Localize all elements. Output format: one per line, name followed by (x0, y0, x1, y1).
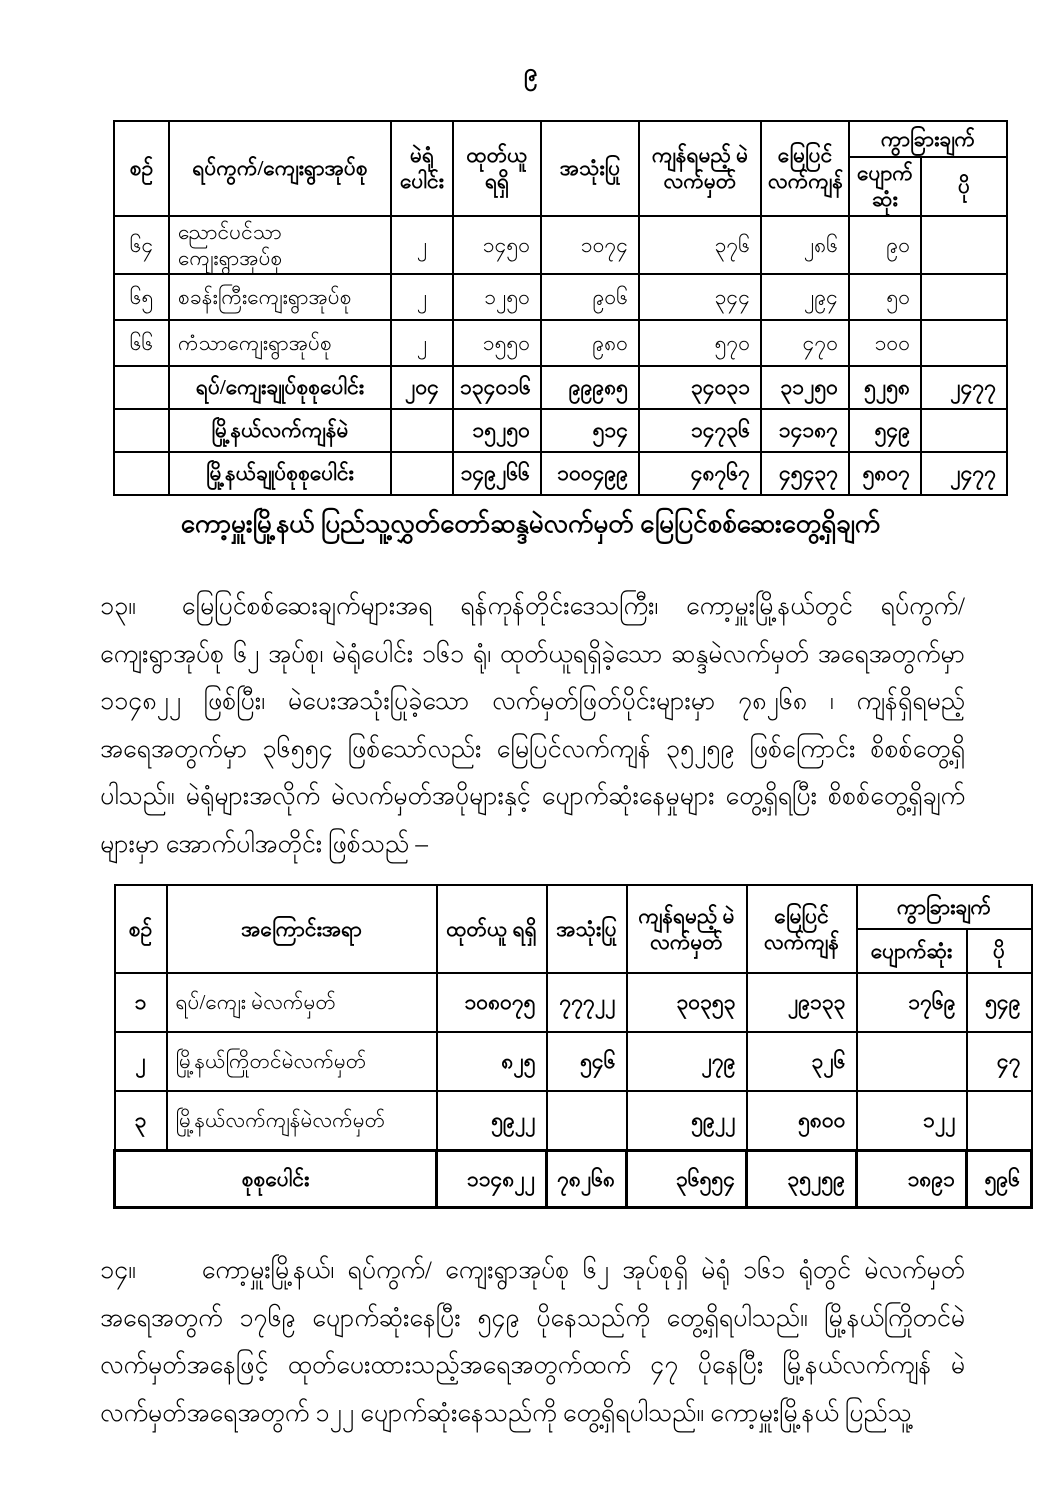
cell-issued: ၁၅၂၅၀ (453, 409, 541, 452)
cell-used: ၉၀၆ (541, 274, 639, 320)
table-row (115, 1091, 1032, 1151)
cell-lost: ၁၂၂ (857, 1091, 967, 1151)
cell-extra: ၄၇ (967, 1032, 1032, 1091)
paragraph-text: မြေပြင်စစ်ဆေးချက်များအရ ရန်ကုန်တိုင်းဒေသကြီး၊ ကော့မှူးမြို့နယ်တွင် ရပ်ကွက်/ ကျေးရွာအုပ်စု ၆၂ အုပ်စု၊ မဲရုံပေါင်း ၁၆၁ ရုံ၊ ထုတ်ယူရရှိခဲ့သော ဆန္ဒမဲလက်မှတ် အရေအတွက်မှာ ၁၁၄၈၂၂ ဖြစ်ပြီး၊ မဲပေးအသုံးပြုခဲ့သော လက်မှတ်ဖြတ်ပိုင်းများမှာ ၇၈၂၆၈ ၊ ကျန်ရှိရမည့် အရေအတွက်မှာ ၃၆၅၅၄ ဖြစ်သော်လည်း မြေပြင်လက်ကျန် ၃၅၂၅၉ ဖြစ်ကြောင်း စိစစ်တွေ့ရှိ ပါသည်။ မဲရုံများအလိုက် မဲလက်မှတ်အပိုများနှင့် ပျောက်ဆုံးနေမှုများ တွေ့ရှိရပြီး စိစစ်တွေ့ရှိချက် များမှာ အောက်ပါအတိုင်း ဖြစ်သည် – (100, 593, 965, 858)
header-issued: ထုတ်ယူ ရရှိ (437, 885, 547, 973)
cell-ground-remain: ၃၁၂၅၀ (761, 366, 849, 409)
cell-should-remain: ၃၀၃၅၃ (627, 973, 747, 1032)
cell-ground-remain: ၂၉၁၃၃ (747, 973, 857, 1032)
cell-should-remain: ၁၄၇၃၆ (639, 409, 761, 452)
cell-should-remain: ၅၇၀ (639, 320, 761, 366)
paragraph-13 (100, 583, 965, 868)
cell-no: ၂ (115, 1032, 167, 1091)
cell-lost: ၁၇၆၉ (857, 973, 967, 1032)
cell-ground-remain: ၃၂၆ (747, 1032, 857, 1091)
header-ground-remain: မြေပြင် လက်ကျန် (761, 121, 849, 216)
header-no: စဉ် (115, 885, 167, 973)
cell-should-remain: ၃၄၀၃၁ (639, 366, 761, 409)
cell-no: ၆၆ (114, 320, 169, 366)
cell-stations: ၂ (391, 274, 453, 320)
table-row (115, 1032, 1032, 1091)
summary-row-ward-total (114, 366, 1007, 409)
cell-used: ၁၀၀၄၉၉ (541, 452, 639, 495)
header-no: စဉ် (114, 121, 169, 216)
header-difference: ကွာခြားချက် (857, 885, 1032, 929)
cell-no: ၁ (115, 973, 167, 1032)
cell-stations: ၂၀၄ (391, 366, 453, 409)
cell-used: ၅၄၆ (547, 1032, 627, 1091)
header-used: အသုံးပြု (547, 885, 627, 973)
cell-issued: ၁၁၄၈၂၂ (437, 1151, 547, 1208)
cell-used: ၉၈၀ (541, 320, 639, 366)
cell-ground-remain: ၂၉၄ (761, 274, 849, 320)
header-subject: အကြောင်းအရာ (167, 885, 437, 973)
header-should-remain: ကျန်ရမည့် မဲလက်မှတ် (627, 885, 747, 973)
table-row (114, 216, 1007, 275)
header-difference: ကွာခြားချက် (849, 121, 1007, 157)
cell-lost: ၁၀၀ (849, 320, 921, 366)
cell-no (114, 409, 169, 452)
cell-extra (921, 409, 1007, 452)
cell-issued: ၅၉၂၂ (437, 1091, 547, 1151)
cell-issued: ၈၂၅ (437, 1032, 547, 1091)
cell-extra (921, 320, 1007, 366)
cell-label: မြို့နယ်လက်ကျန်မဲ (169, 409, 391, 452)
cell-extra: ၅၉၆ (967, 1151, 1032, 1208)
cell-ground-remain: ၃၅၂၅၉ (747, 1151, 857, 1208)
cell-issued: ၁၂၅၀ (453, 274, 541, 320)
cell-issued: ၁၃၄၀၁၆ (453, 366, 541, 409)
table-header-row (115, 885, 1032, 929)
paragraph-text: ကော့မှူးမြို့နယ်၊ ရပ်ကွက်/ ကျေးရွာအုပ်စု ၆၂ အုပ်စုရှိ မဲရုံ ၁၆၁ ရုံတွင် မဲလက်မှတ် အရေအတွက် ၁၇၆၉ ပျောက်ဆုံးနေပြီး ၅၄၉ ပိုနေသည်ကို တွေ့ရှိရပါသည်။ မြို့နယ်ကြိုတင်မဲ လက်မှတ်အနေဖြင့် ထုတ်ပေးထားသည့်အရေအတွက်ထက် ၄၇ ပိုနေပြီး မြို့နယ်လက်ကျန် မဲလက်မှတ်အရေအတွက် ၁၂၂ ပျောက်ဆုံးနေသည်ကို တွေ့ရှိရပါသည်။ ကော့မှူးမြို့နယ် ပြည်သူ့ (100, 1257, 965, 1427)
cell-extra (921, 274, 1007, 320)
cell-issued: ၁၄၅၀ (453, 216, 541, 275)
header-issued: ထုတ်ယူ ရရှိ (453, 121, 541, 216)
cell-used (547, 1091, 627, 1151)
table-row (114, 274, 1007, 320)
cell-should-remain: ၃၄၄ (639, 274, 761, 320)
cell-no: ၆၄ (114, 216, 169, 275)
cell-subject: မြို့နယ်လက်ကျန်မဲလက်မှတ် (167, 1091, 437, 1151)
cell-used: ၉၉၉၈၅ (541, 366, 639, 409)
cell-issued: ၁၄၉၂၆၆ (453, 452, 541, 495)
paragraph-number: ၁၃။ (100, 593, 136, 620)
cell-subject: မြို့နယ်ကြိုတင်မဲလက်မှတ် (167, 1032, 437, 1091)
cell-label: ရပ်/ကျေးချုပ်စုစုပေါင်း (169, 366, 391, 409)
cell-extra (967, 1091, 1032, 1151)
cell-ground-remain: ၅၈၀၀ (747, 1091, 857, 1151)
cell-issued: ၁၀၈၀၇၅ (437, 973, 547, 1032)
table-row (115, 973, 1032, 1032)
cell-stations: ၂ (391, 216, 453, 275)
header-used: အသုံးပြု (541, 121, 639, 216)
cell-ward-name: စခန်းကြီးကျေးရွာအုပ်စု (169, 274, 391, 320)
table-row (114, 320, 1007, 366)
cell-lost: ၅၂၅၈ (849, 366, 921, 409)
ward-ballot-table (113, 120, 1008, 496)
cell-should-remain: ၄၈၇၆၇ (639, 452, 761, 495)
cell-used: ၁၀၇၄ (541, 216, 639, 275)
cell-lost: ၅၄၉ (849, 409, 921, 452)
cell-extra (921, 216, 1007, 275)
header-extra: ပို (921, 157, 1007, 216)
cell-subject: ရပ်/ကျေး မဲလက်မှတ် (167, 973, 437, 1032)
cell-label: မြို့နယ်ချုပ်စုစုပေါင်း (169, 452, 391, 495)
paragraph-14 (100, 1247, 965, 1437)
cell-lost (857, 1032, 967, 1091)
summary-row-township-remaining (114, 409, 1007, 452)
header-extra: ပို (967, 929, 1032, 973)
cell-stations (391, 409, 453, 452)
cell-lost: ၉၀ (849, 216, 921, 275)
table-header-row (114, 121, 1007, 157)
cell-ground-remain: ၁၄၁၈၇ (761, 409, 849, 452)
table-caption: ကော့မှူးမြို့နယ် ပြည်သူ့လွှတ်တော်ဆန္ဒမဲလက်မှတ် မြေပြင်စစ်ဆေးတွေ့ရှိချက် (180, 509, 881, 538)
header-stations: မဲရုံ ပေါင်း (391, 121, 453, 216)
cell-used: ၅၁၄ (541, 409, 639, 452)
cell-ground-remain: ၂၈၆ (761, 216, 849, 275)
cell-used: ၇၈၂၆၈ (547, 1151, 627, 1208)
cell-should-remain: ၂၇၉ (627, 1032, 747, 1091)
paragraph-number: ၁၄။ (100, 1257, 136, 1284)
cell-total-label: စုစုပေါင်း (115, 1151, 437, 1208)
total-row (115, 1151, 1032, 1208)
cell-ground-remain: ၄၇၀ (761, 320, 849, 366)
cell-no: ၃ (115, 1091, 167, 1151)
cell-stations: ၂ (391, 320, 453, 366)
header-ward-name: ရပ်ကွက်/ကျေးရွာအုပ်စု (169, 121, 391, 216)
header-ground-remain: မြေပြင် လက်ကျန် (747, 885, 857, 973)
cell-should-remain: ၃၆၅၅၄ (627, 1151, 747, 1208)
cell-ward-name: ကံသာကျေးရွာအုပ်စု (169, 320, 391, 366)
cell-lost: ၅၀ (849, 274, 921, 320)
cell-extra: ၂၄၇၇ (921, 366, 1007, 409)
cell-no (114, 366, 169, 409)
page-number: ၉ (523, 60, 538, 86)
summary-row-township-total (114, 452, 1007, 495)
cell-no (114, 452, 169, 495)
cell-issued: ၁၅၅၀ (453, 320, 541, 366)
header-lost: ပျောက်ဆုံး (857, 929, 967, 973)
cell-lost: ၅၈၀၇ (849, 452, 921, 495)
summary-ballot-table (113, 884, 1033, 1209)
header-should-remain: ကျန်ရမည့် မဲလက်မှတ် (639, 121, 761, 216)
cell-lost: ၁၈၉၁ (857, 1151, 967, 1208)
cell-ward-name: ညောင်ပင်သာကျေးရွာအုပ်စု (169, 216, 391, 275)
cell-extra: ၂၄၇၇ (921, 452, 1007, 495)
cell-ground-remain: ၄၅၄၃၇ (761, 452, 849, 495)
cell-used: ၇၇၇၂၂ (547, 973, 627, 1032)
cell-should-remain: ၃၇၆ (639, 216, 761, 275)
cell-extra: ၅၄၉ (967, 973, 1032, 1032)
cell-no: ၆၅ (114, 274, 169, 320)
cell-should-remain: ၅၉၂၂ (627, 1091, 747, 1151)
header-lost: ပျောက် ဆုံး (849, 157, 921, 216)
cell-stations (391, 452, 453, 495)
